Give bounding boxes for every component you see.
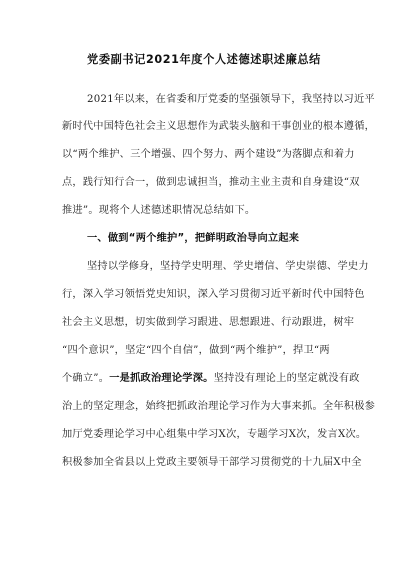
paragraph-1-line-3: 以“两个维护、三个增强、四个努力、两个建设”为落脚点和着力 bbox=[62, 149, 355, 160]
document-title: 党委副书记2021年度个人述德述职述廉总结 bbox=[87, 53, 321, 66]
paragraph-1-line-4: 点，践行知行合一，做到忠诚担当，推动主业主责和自身建设“双 bbox=[62, 177, 360, 188]
paragraph-2-line-1: 坚持以学修身，坚持学史明理、学史增信、学史崇德、学史力 bbox=[87, 261, 369, 272]
paragraph-2-line-5 bbox=[62, 369, 360, 384]
paragraph-2-line-6: 治上的坚定理念，始终把抓政治理论学习作为大事来抓。全年积极参 bbox=[62, 401, 376, 412]
paragraph-2-line-3: 社会主义思想，切实做到学习跟进、思想跟进、行动跟进，树牢 bbox=[62, 317, 355, 328]
paragraph-1-line-2: 新时代中国特色社会主义思想作为武装头脑和干事创业的根本遵循， bbox=[62, 121, 376, 132]
paragraph-2-line-5-prefix: 个确立”。 bbox=[62, 373, 110, 384]
paragraph-1-line-1: 2021年以来，在省委和厅党委的坚强领导下，我坚持以习近平 bbox=[87, 94, 375, 105]
paragraph-2-bold-point: 一是抓政治理论学深。 bbox=[109, 373, 214, 384]
paragraph-2-line-5-suffix: 坚持没有理论上的坚定就没有政 bbox=[213, 373, 360, 384]
paragraph-1-line-5: 推进”。现将个人述德述职情况总结如下。 bbox=[62, 205, 256, 216]
section-1-heading: 一、做到“两个维护”，把鲜明政治导向立起来 bbox=[87, 233, 300, 244]
paragraph-2-line-2: 行，深入学习领悟党史知识，深入学习贯彻习近平新时代中国特色 bbox=[62, 289, 365, 300]
paragraph-2-line-4: “四个意识”，坚定“四个自信”，做到“两个维护”，捍卫“两 bbox=[62, 345, 330, 356]
paragraph-2-line-8: 积极参加全省县以上党政主要领导干部学习贯彻党的十九届X中全 bbox=[62, 457, 362, 468]
paragraph-2-line-7: 加厅党委理论学习中心组集中学习X次，专题学习X次，发言X次。 bbox=[62, 429, 367, 440]
